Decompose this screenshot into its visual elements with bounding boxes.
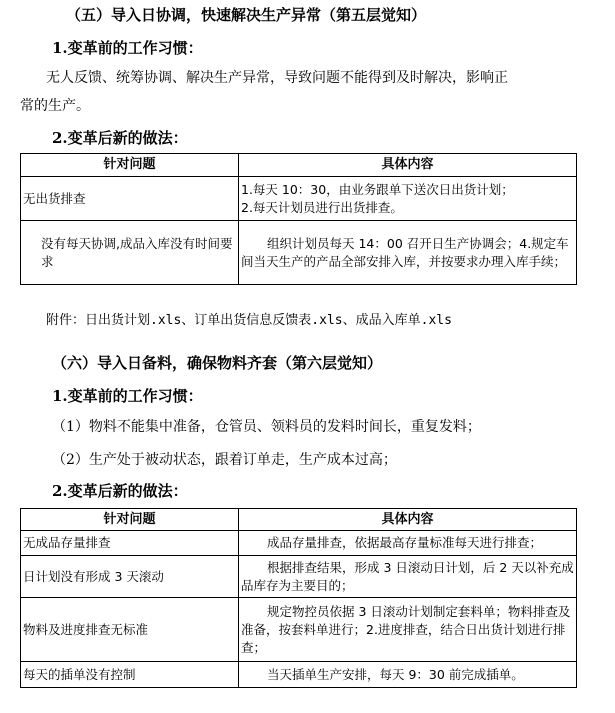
section6-before-heading: 1.变革前的工作习惯： <box>52 387 203 405</box>
table-row <box>21 531 577 556</box>
table-cell-issue: 日计划没有形成 3 天滚动 <box>21 556 239 598</box>
section6-before-item-2: （2）生产处于被动状态，跟着订单走，生产成本过高； <box>52 452 397 468</box>
section6-before-item-1: （1）物料不能集中准备，仓管员、领料员的发料时间长，重复发料； <box>52 419 481 435</box>
section6-title: （六）导入日备料，确保物料齐套（第六层觉知） <box>52 354 383 372</box>
table-row <box>21 598 577 662</box>
table-header-detail: 具体内容 <box>239 154 577 177</box>
table-row <box>21 177 577 221</box>
section5-title: （五）导入日协调，快速解决生产异常（第五层觉知） <box>66 6 427 24</box>
section6-table <box>20 508 577 688</box>
table-cell-issue: 无出货排查 <box>21 177 239 221</box>
table-row <box>21 662 577 688</box>
table-cell-detail: 组织计划员每天 14：00 召开日生产协调会；4.规定车间当天生产的产品全部安排入库，并按要求办理入库手续； <box>239 221 577 285</box>
table-header-issue: 针对问题 <box>21 509 239 531</box>
table-header-detail: 具体内容 <box>239 509 577 531</box>
table-cell-detail <box>239 177 577 221</box>
detail-line: 1.每天 10：30，由业务跟单下送次日出货计划； <box>241 181 514 197</box>
table-cell-detail: 成品存量排查，依据最高存量标准每天进行排查； <box>239 531 577 556</box>
section5-before-text-line2: 常的生产。 <box>20 98 90 114</box>
section6-after-heading: 2.变革后新的做法： <box>52 482 188 500</box>
section5-attachment: 附件：日出货计划.xls、订单出货信息反馈表.xls、成品入库单.xls <box>46 313 452 328</box>
table-cell-issue: 无成品存量排查 <box>21 531 239 556</box>
table-cell-detail: 根据排查结果，形成 3 日滚动日计划，后 2 天以补充成品库存为主要目的； <box>239 556 577 598</box>
table-header-issue: 针对问题 <box>21 154 239 177</box>
table-cell-detail: 当天插单生产安排，每天 9：30 前完成插单。 <box>239 662 577 688</box>
table-row <box>21 556 577 598</box>
section5-table <box>20 153 577 285</box>
table-cell-issue: 每天的插单没有控制 <box>21 662 239 688</box>
section5-after-heading: 2.变革后新的做法： <box>52 129 188 147</box>
detail-line: 2.每天计划员进行出货排查。 <box>241 199 403 215</box>
section5-before-heading: 1.变革前的工作习惯： <box>52 39 203 57</box>
section5-before-text-line1: 无人反馈、统筹协调、解决生产异常，导致问题不能得到及时解决，影响正 <box>46 70 508 86</box>
table-cell-issue: 没有每天协调,成品入库没有时间要求 <box>21 221 239 285</box>
table-row <box>21 221 577 285</box>
table-cell-detail: 规定物控员依据 3 日滚动计划制定套料单；物料排查及准备，按套料单进行；2.进度排查，结合日出货计划进行排查； <box>239 598 577 662</box>
table-cell-issue: 物料及进度排查无标准 <box>21 598 239 662</box>
